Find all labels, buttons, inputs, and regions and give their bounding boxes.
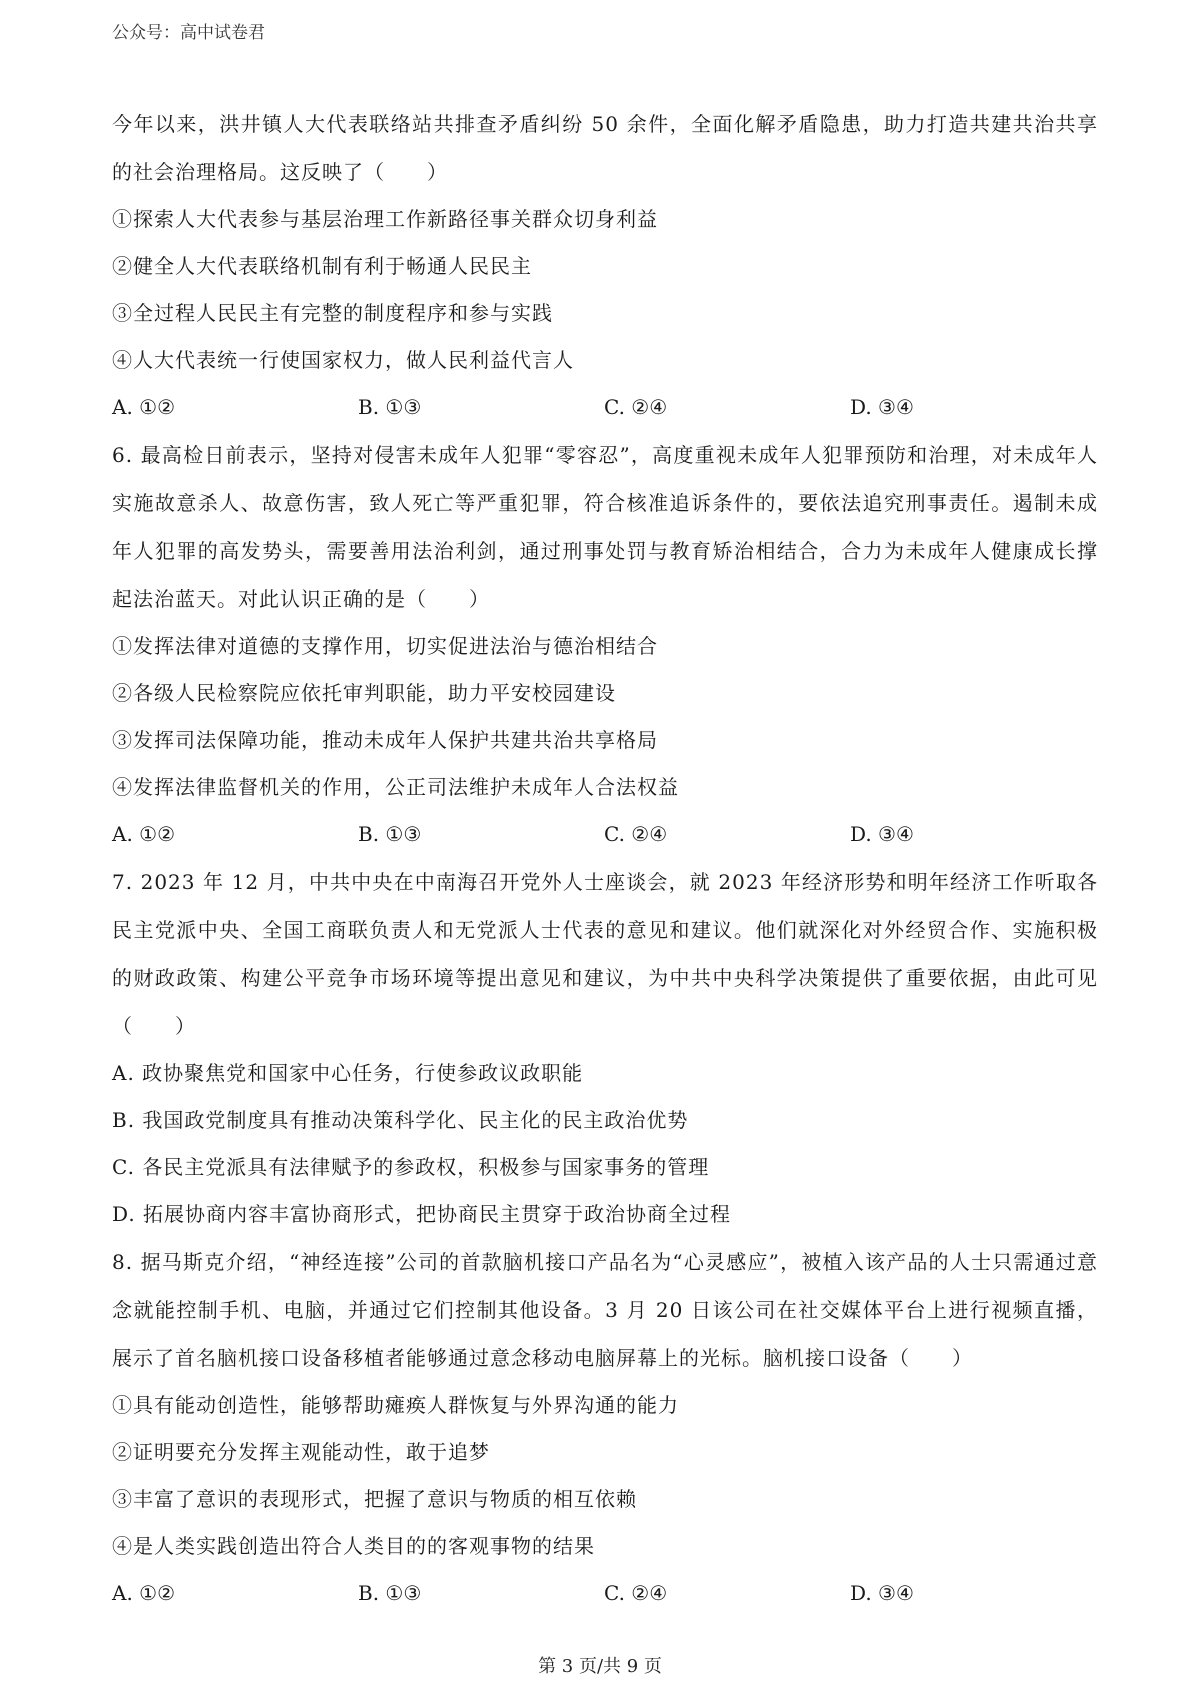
watermark: 公众号：高中试卷君 <box>112 23 265 43</box>
q5-stem: 今年以来，洪井镇人大代表联络站共排查矛盾纠纷 50 余件，全面化解矛盾隐患，助力打造共建共治共享的社会治理格局。这反映了（ ） <box>112 112 1098 184</box>
q8-option-c: C. ②④ <box>604 1581 668 1605</box>
q5-option-b: B. ①③ <box>358 395 422 419</box>
q6-option-d: D. ③④ <box>850 822 914 846</box>
q7-stem: 7. 2023 年 12 月，中共中央在中南海召开党外人士座谈会，就 2023 年经济形势和明年经济工作听取各民主党派中央、全国工商联负责人和无党派人士代表的意见和建议。他们就深化对外经贸合作、实施积极的财政政策、构建公平竞争市场环境等提出意见和建议，为中共中央科学决策提供了重要依据，由此可见（ ） <box>112 870 1098 1038</box>
q6-options <box>112 811 1098 858</box>
q8-statement-4: ④是人类实践创造出符合人类目的的客观事物的结果 <box>112 1534 595 1558</box>
q6-statement-1: ①发挥法律对道德的支撑作用，切实促进法治与德治相结合 <box>112 634 658 658</box>
q8-statement-2: ②证明要充分发挥主观能动性，敢于追梦 <box>112 1440 490 1464</box>
q8-options <box>112 1570 1098 1617</box>
q5-option-c: C. ②④ <box>604 395 668 419</box>
q5-option-d: D. ③④ <box>850 395 914 419</box>
q5-statement-3: ③全过程人民民主有完整的制度程序和参与实践 <box>112 301 553 325</box>
q7-option-a: A. 政协聚焦党和国家中心任务，行使参政议政职能 <box>112 1061 584 1085</box>
q7-option-c: C. 各民主党派具有法律赋予的参政权，积极参与国家事务的管理 <box>112 1155 710 1179</box>
q6-option-c: C. ②④ <box>604 822 668 846</box>
q6-statement-4: ④发挥法律监督机关的作用，公正司法维护未成年人合法权益 <box>112 775 679 799</box>
q6-stem: 6. 最高检日前表示，坚持对侵害未成年人犯罪“零容忍”，高度重视未成年人犯罪预防和治理，对未成年人实施故意杀人、故意伤害，致人死亡等严重犯罪，符合核准追诉条件的，要依法追究刑事责任。遏制未成年人犯罪的高发势头，需要善用法治利剑，通过刑事处罚与教育矫治相结合，合力为未成年人健康成长撑起法治蓝天。对此认识正确的是（ ） <box>112 443 1098 611</box>
q8-statement-3: ③丰富了意识的表现形式，把握了意识与物质的相互依赖 <box>112 1487 637 1511</box>
q6-option-b: B. ①③ <box>358 822 422 846</box>
q8-option-a: A. ①② <box>112 1581 176 1605</box>
q7-option-b: B. 我国政党制度具有推动决策科学化、民主化的民主政治优势 <box>112 1108 689 1132</box>
q8-option-b: B. ①③ <box>358 1581 422 1605</box>
q6-statement-2: ②各级人民检察院应依托审判职能，助力平安校园建设 <box>112 681 616 705</box>
page-content <box>112 100 1098 1617</box>
page-number: 第 3 页/共 9 页 <box>538 1656 662 1677</box>
q5-statement-1: ①探索人大代表参与基层治理工作新路径事关群众切身利益 <box>112 207 658 231</box>
q5-options <box>112 384 1098 431</box>
q8-statement-1: ①具有能动创造性，能够帮助瘫痪人群恢复与外界沟通的能力 <box>112 1393 679 1417</box>
q5-statement-4: ④人大代表统一行使国家权力，做人民利益代言人 <box>112 348 574 372</box>
q6-option-a: A. ①② <box>112 822 176 846</box>
q8-option-d: D. ③④ <box>850 1581 914 1605</box>
q6-statement-3: ③发挥司法保障功能，推动未成年人保护共建共治共享格局 <box>112 728 658 752</box>
q8-stem: 8. 据马斯克介绍，“神经连接”公司的首款脑机接口产品名为“心灵感应”，被植入该产品的人士只需通过意念就能控制手机、电脑，并通过它们控制其他设备。3 月 20 日该公司在社交媒体平台上进行视频直播，展示了首名脑机接口设备移植者能够通过意念移动电脑屏幕上的光标。脑机接口设备（ ） <box>112 1250 1098 1370</box>
q7-option-d: D. 拓展协商内容丰富协商形式，把协商民主贯穿于政治协商全过程 <box>112 1202 732 1226</box>
q5-statement-2: ②健全人大代表联络机制有利于畅通人民民主 <box>112 254 532 278</box>
q5-option-a: A. ①② <box>112 395 176 419</box>
